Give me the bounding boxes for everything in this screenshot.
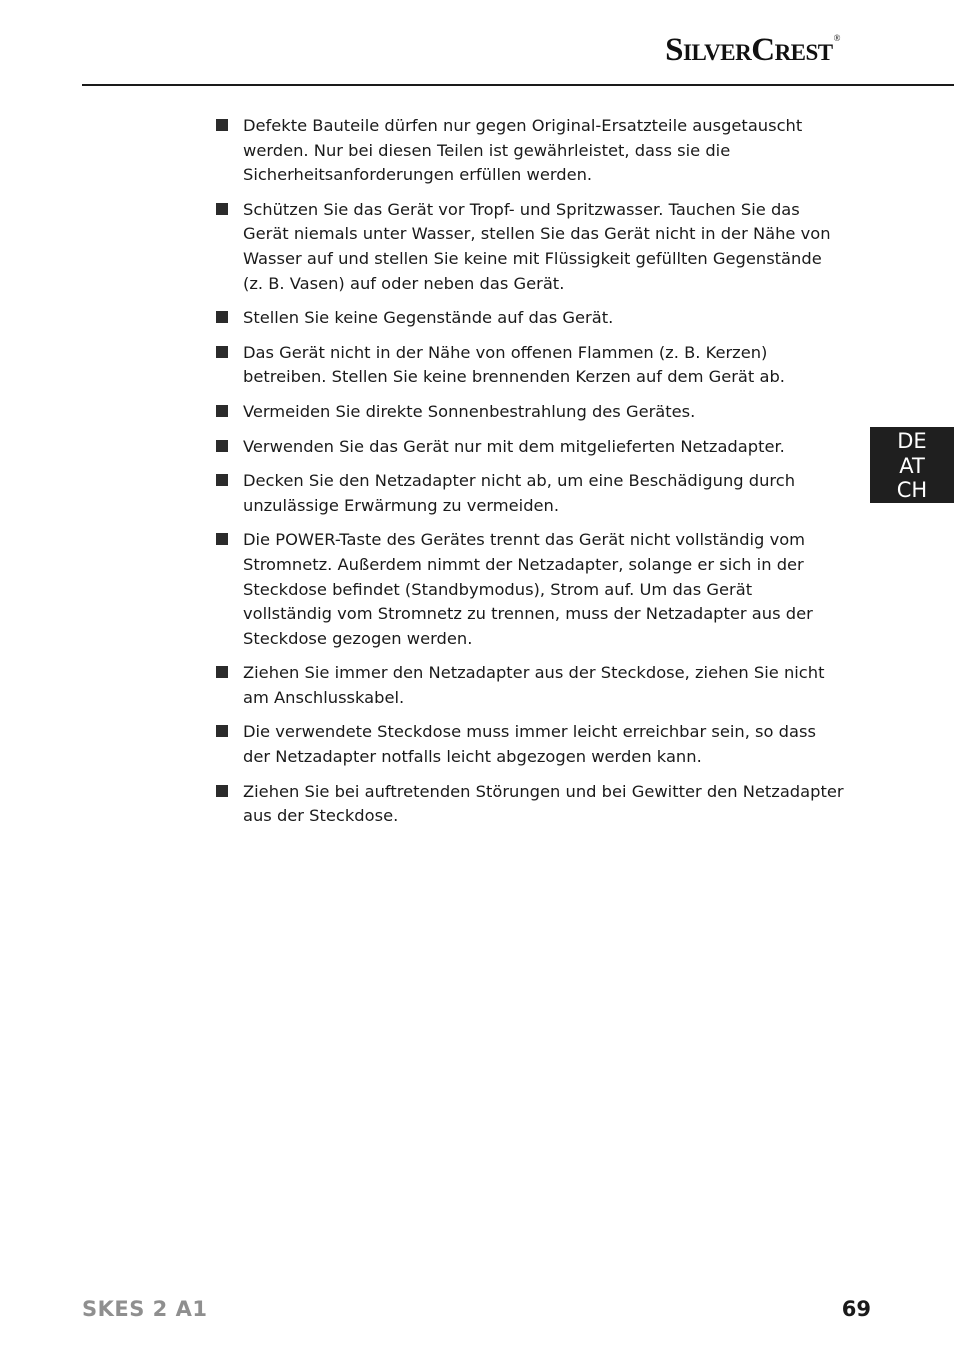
list-item-text: Das Gerät nicht in der Nähe von offenen Flammen (z. B. Kerzen) betreiben. Stellen Sie keine brennenden Kerzen auf dem Gerät ab. (243, 342, 785, 387)
language-ch: CH (896, 478, 928, 502)
list-item-text: Die verwendete Steckdose muss immer leicht erreichbar sein, so dass der Netzadapter notfalls leicht abgezogen werden kann. (243, 722, 816, 767)
list-item-text: Decken Sie den Netzadapter nicht ab, um eine Beschädigung durch unzulässige Erwärmung zu vermeiden. (243, 471, 796, 515)
language-tab (870, 427, 954, 503)
square-bullet-icon (216, 311, 228, 323)
list-item-text: Ziehen Sie immer den Netzadapter aus der Steckdose, ziehen Sie nicht am Anschlusskabel. (243, 663, 825, 707)
list-item (215, 306, 845, 331)
footer-model: SKES 2 A1 (82, 1297, 208, 1321)
square-bullet-icon (216, 533, 228, 545)
square-bullet-icon (216, 474, 228, 486)
list-item (215, 435, 845, 460)
square-bullet-icon (216, 203, 228, 215)
list-item (215, 198, 845, 296)
header-rule (82, 84, 954, 86)
list-item-text: Stellen Sie keine Gegenstände auf das Gerät. (243, 308, 614, 328)
square-bullet-icon (216, 346, 228, 358)
square-bullet-icon (216, 119, 228, 131)
square-bullet-icon (216, 440, 228, 452)
registered-mark: ® (833, 33, 840, 43)
list-item (215, 114, 845, 188)
brand-logo (665, 34, 840, 67)
list-item-text: Vermeiden Sie direkte Sonnenbestrahlung des Gerätes. (243, 401, 696, 421)
list-item (215, 661, 845, 710)
list-item-text: Verwenden Sie das Gerät nur mit dem mitgelieferten Netzadapter. (243, 436, 785, 456)
square-bullet-icon (216, 666, 228, 678)
list-item (215, 780, 845, 829)
language-de: DE (897, 429, 927, 453)
square-bullet-icon (216, 405, 228, 417)
list-item (215, 400, 845, 425)
safety-instructions-list (215, 114, 845, 839)
square-bullet-icon (216, 725, 228, 737)
brand-name: SilverCrest (665, 32, 833, 68)
list-item (215, 341, 845, 390)
list-item (215, 469, 845, 518)
list-item-text: Ziehen Sie bei auftretenden Störungen und bei Gewitter den Netzadapter aus der Steckdose. (243, 781, 844, 826)
square-bullet-icon (216, 785, 228, 797)
list-item-text: Schützen Sie das Gerät vor Tropf- und Spritzwasser. Tauchen Sie das Gerät niemals unter Wasser, stellen Sie das Gerät nicht in der Nähe von Wasser auf und stellen Sie keine mit Flüssigkeit gefüllten Gegenstände (z. B. Vasen) auf oder neben das Gerät. (243, 199, 831, 293)
list-item-text: Die POWER-Taste des Gerätes trennt das Gerät nicht vollständig vom Stromnetz. Außerdem nimmt der Netzadapter, solange er sich in der Steckdose befindet (Standbymodus), Strom auf. Um das Gerät vollständig vom Stromnetz zu trennen, muss der Netzadapter aus der Steckdose gezogen werden. (243, 530, 813, 648)
list-item (215, 720, 845, 769)
page-number: 69 (841, 1297, 871, 1321)
language-at: AT (899, 453, 925, 478)
list-item (215, 528, 845, 651)
list-item-text: Defekte Bauteile dürfen nur gegen Original-Ersatzteile ausgetauscht werden. Nur bei diesen Teilen ist gewährleistet, dass sie die Sicherheitsanforderungen erfüllen werden. (243, 116, 803, 185)
